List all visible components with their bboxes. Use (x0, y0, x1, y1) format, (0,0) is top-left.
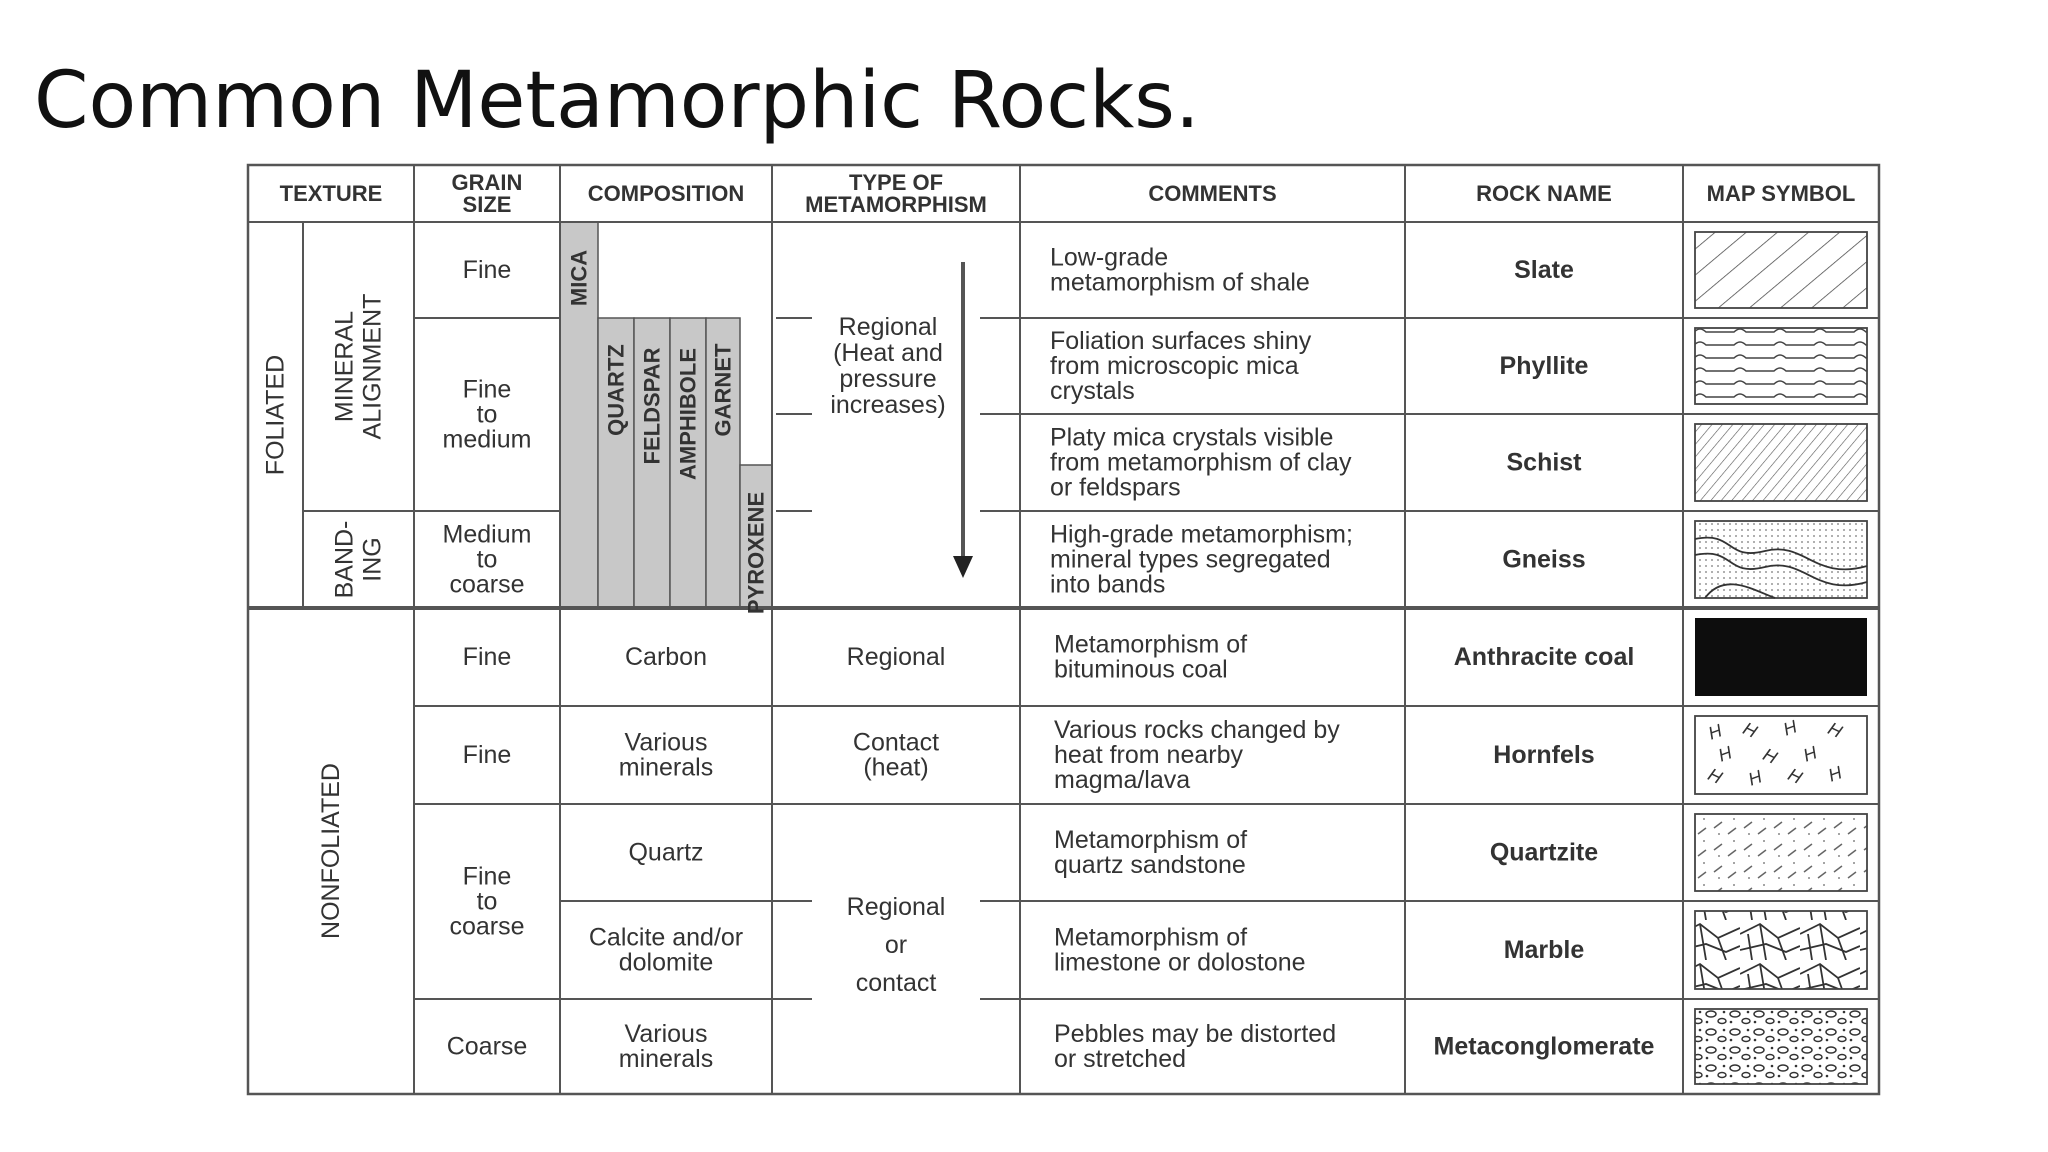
header-texture: TEXTURE (279, 181, 383, 206)
composition-text: dolomite (618, 948, 714, 977)
rock-name-metaconglomerate: Metaconglomerate (1433, 1032, 1655, 1061)
texture-mineral-alignment: MINERAL (330, 310, 359, 423)
map-symbol-slate-pattern-box (1695, 232, 1867, 308)
texture-banding: BAND- (330, 520, 359, 599)
type-text: Contact (852, 728, 940, 757)
map-symbol-hornfels-pattern-mark: H (1704, 764, 1726, 788)
map-symbol-hornfels-pattern-mark: H (1780, 716, 1800, 740)
comment-text: magma/lava (1054, 766, 1191, 794)
type-text: (heat) (863, 753, 929, 782)
composition-text: Calcite and/or (588, 923, 744, 952)
mineral-label-quartz: QUARTZ (603, 344, 629, 436)
map-symbol-quartzite-pattern-box (1695, 814, 1867, 891)
grain-size-text: to (476, 545, 498, 574)
comment-text: Various rocks changed by (1054, 716, 1340, 744)
texture-banding: ING (358, 537, 387, 582)
comment-text: Platy mica crystals visible (1050, 423, 1334, 452)
composition-text: Various (624, 728, 708, 757)
mineral-label-feldspar: FELDSPAR (639, 347, 665, 465)
map-symbol-phyllite-pattern-box (1695, 328, 1867, 404)
comment-text: from metamorphism of clay (1050, 448, 1352, 477)
rock-name-slate: Slate (1514, 256, 1574, 284)
grain-size-text: to (476, 887, 498, 916)
map-symbol-hornfels-pattern-mark: H (1745, 766, 1765, 790)
comment-text: Pebbles may be distorted (1054, 1020, 1337, 1048)
comment-text: crystals (1050, 377, 1135, 405)
comment-text: from microscopic mica (1050, 352, 1299, 380)
map-symbol-marble-pattern (1695, 911, 1867, 989)
mineral-label-mica: MICA (566, 249, 592, 307)
comment-text: mineral types segregated (1050, 545, 1331, 574)
rock-name-phyllite: Phyllite (1499, 352, 1589, 380)
map-symbol-hornfels-pattern (1695, 716, 1867, 794)
map-symbol-marble-pattern-box (1695, 911, 1867, 989)
map-symbol-hornfels-pattern-mark: H (1800, 742, 1820, 766)
type-text: Regional (846, 643, 946, 671)
comment-text: Metamorphism of (1054, 923, 1248, 952)
grain-size-text: Fine (462, 256, 512, 284)
composition-text: Various (624, 1020, 708, 1048)
header-type-of-metamorphism: METAMORPHISM (805, 192, 987, 217)
slide-title: Common Metamorphic Rocks. (34, 56, 1200, 146)
rock-name-quartzite: Quartzite (1489, 838, 1599, 867)
rock-name-gneiss: Gneiss (1502, 545, 1586, 574)
header-map-symbol: MAP SYMBOL (1706, 181, 1856, 206)
mineral-label-amphibole: AMPHIBOLE (675, 348, 701, 480)
rock-name-hornfels: Hornfels (1493, 741, 1595, 769)
map-symbol-gneiss-pattern (1695, 521, 1867, 598)
mineral-label-garnet: GARNET (710, 343, 736, 437)
map-symbol-slate-pattern (1695, 232, 1867, 308)
comment-text: Foliation surfaces shiny (1050, 327, 1312, 355)
comment-text: High-grade metamorphism; (1050, 520, 1353, 549)
map-symbol-hornfels-pattern-mark: H (1824, 718, 1846, 742)
grain-size-text: coarse (449, 570, 525, 599)
header-comments: COMMENTS (1148, 181, 1277, 206)
comment-text: heat from nearby (1054, 741, 1243, 769)
pressure-arrow-head (953, 556, 973, 578)
grain-size-text: Fine (462, 643, 512, 671)
comment-text: Metamorphism of (1054, 826, 1248, 854)
grain-size-text: medium (442, 425, 532, 454)
composition-text: minerals (618, 1045, 714, 1073)
map-symbol-phyllite-pattern (1695, 328, 1867, 404)
map-symbol-hornfels-pattern-mark: H (1715, 742, 1735, 766)
comment-text: or feldspars (1050, 473, 1181, 502)
map-symbol-schist-pattern-box (1695, 424, 1867, 501)
comment-text: into bands (1050, 570, 1166, 599)
composition-text: minerals (618, 753, 714, 782)
map-symbol-hornfels-pattern-mark: H (1705, 720, 1725, 744)
comment-text: quartz sandstone (1054, 851, 1246, 879)
texture-mineral-alignment: ALIGNMENT (358, 293, 387, 440)
map-symbol-solid-black (1695, 618, 1867, 696)
grain-size-text: Medium (442, 520, 532, 549)
header-rock-name: ROCK NAME (1476, 181, 1612, 206)
comment-text: or stretched (1054, 1045, 1187, 1073)
grain-size-text: Fine (462, 862, 512, 891)
header-type-of-metamorphism: TYPE OF (848, 170, 944, 195)
map-symbol-metaconglomerate-pattern (1695, 1009, 1867, 1084)
type-text: Regional (846, 893, 946, 921)
grain-size-text: coarse (449, 912, 525, 941)
header-composition: COMPOSITION (587, 181, 745, 206)
comment-text: Metamorphism of (1054, 630, 1248, 659)
map-symbol-schist-pattern (1695, 424, 1867, 501)
regional-note: pressure (839, 365, 937, 393)
header-grain-size: SIZE (462, 192, 512, 217)
grain-size-text: to (476, 400, 498, 429)
mineral-label-pyroxene: PYROXENE (743, 491, 769, 615)
texture-foliated: FOLIATED (261, 354, 290, 476)
type-text: or (884, 931, 908, 959)
map-symbol-hornfels-pattern-mark: H (1825, 762, 1845, 786)
map-symbol-quartzite-pattern (1695, 814, 1867, 891)
grain-size-text: Fine (462, 375, 512, 404)
texture-nonfoliated: NONFOLIATED (317, 763, 345, 939)
regional-note: (Heat and (833, 339, 943, 367)
grain-size-text: Coarse (446, 1032, 528, 1061)
grain-size-text: Fine (462, 741, 512, 769)
type-text: contact (855, 969, 937, 997)
regional-note: increases) (830, 391, 946, 419)
comment-text: Low-grade (1050, 243, 1169, 272)
rock-name-marble: Marble (1503, 936, 1585, 964)
comment-text: metamorphism of shale (1050, 268, 1310, 297)
map-symbol-metaconglomerate-pattern-box (1695, 1009, 1867, 1084)
rock-name-anthracite-coal: Anthracite coal (1453, 643, 1635, 671)
map-symbol-hornfels-pattern-mark: H (1784, 764, 1806, 788)
composition-text: Carbon (625, 643, 707, 671)
comment-text: bituminous coal (1054, 655, 1228, 684)
rock-name-schist: Schist (1506, 448, 1582, 477)
header-grain-size: GRAIN (451, 170, 523, 195)
map-symbol-hornfels-pattern-mark: H (1759, 744, 1781, 768)
comment-text: limestone or dolostone (1054, 948, 1306, 977)
map-symbol-solid-black-box (1695, 618, 1867, 696)
map-symbol-hornfels-pattern-mark: H (1739, 718, 1761, 742)
composition-text: Quartz (628, 838, 704, 867)
regional-note: Regional (838, 313, 938, 341)
